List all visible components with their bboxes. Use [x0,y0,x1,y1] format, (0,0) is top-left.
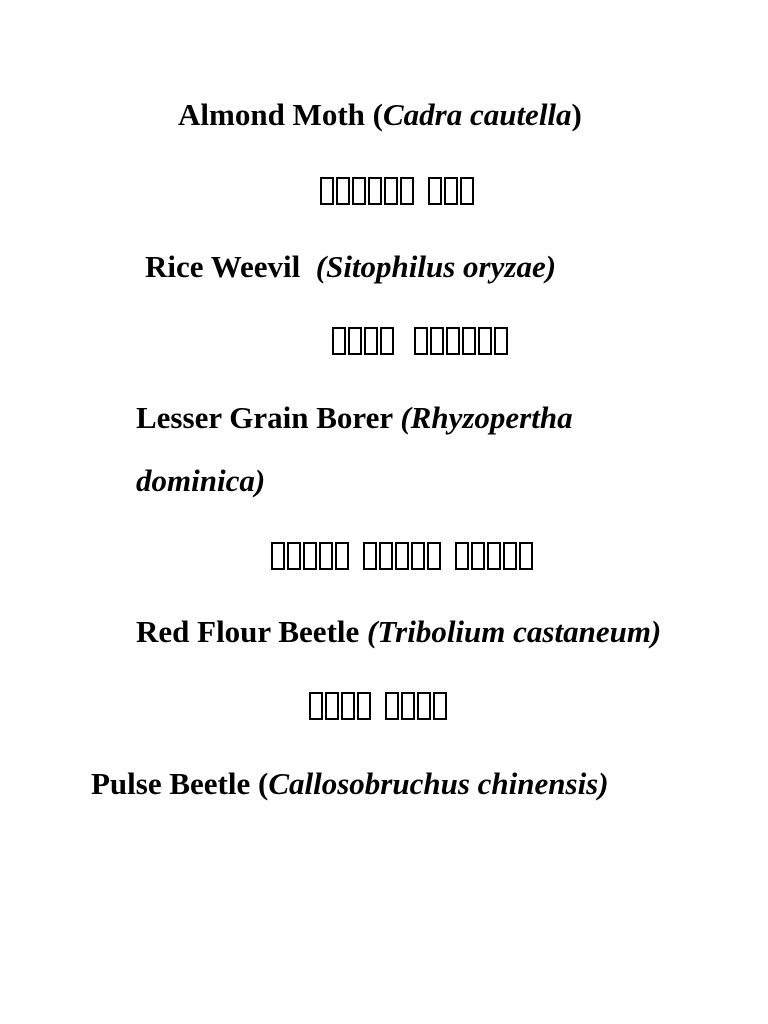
common-name: Lesser Grain Borer [136,400,401,435]
lesser-grain-borer-local-name [271,542,533,570]
common-name: Red Flour Beetle [136,614,368,649]
common-name: Rice Weevil [145,249,316,284]
glyph-word [332,327,394,355]
glyph-word [363,542,441,570]
glyph-word [385,692,447,720]
red-flour-beetle-heading [136,616,661,647]
lesser-grain-borer-heading-cont [136,465,265,496]
glyph-word [320,177,414,205]
glyph-word [428,177,474,205]
glyph-word [271,542,349,570]
pulse-beetle-heading [91,768,609,799]
rice-weevil-local-name [332,327,508,355]
common-name: Almond Moth ( [178,97,383,132]
lesser-grain-borer-heading [136,402,573,433]
scientific-name: (Rhyzopertha [400,400,573,435]
red-flour-beetle-local-name [309,692,447,720]
glyph-word [455,542,533,570]
almond-moth-local-name [320,177,474,205]
common-name: Pulse Beetle ( [91,766,269,801]
scientific-name-cont: dominica) [136,463,266,498]
glyph-word [414,327,508,355]
scientific-name: Cadra cautella [382,97,572,132]
scientific-name: Callosobruchus chinensis) [268,766,609,801]
scientific-name: (Sitophilus oryzae) [315,249,557,284]
closing-paren: ) [571,97,582,132]
almond-moth-heading [178,99,582,130]
glyph-word [309,692,371,720]
scientific-name: (Tribolium castaneum) [367,614,662,649]
rice-weevil-heading [145,251,556,282]
